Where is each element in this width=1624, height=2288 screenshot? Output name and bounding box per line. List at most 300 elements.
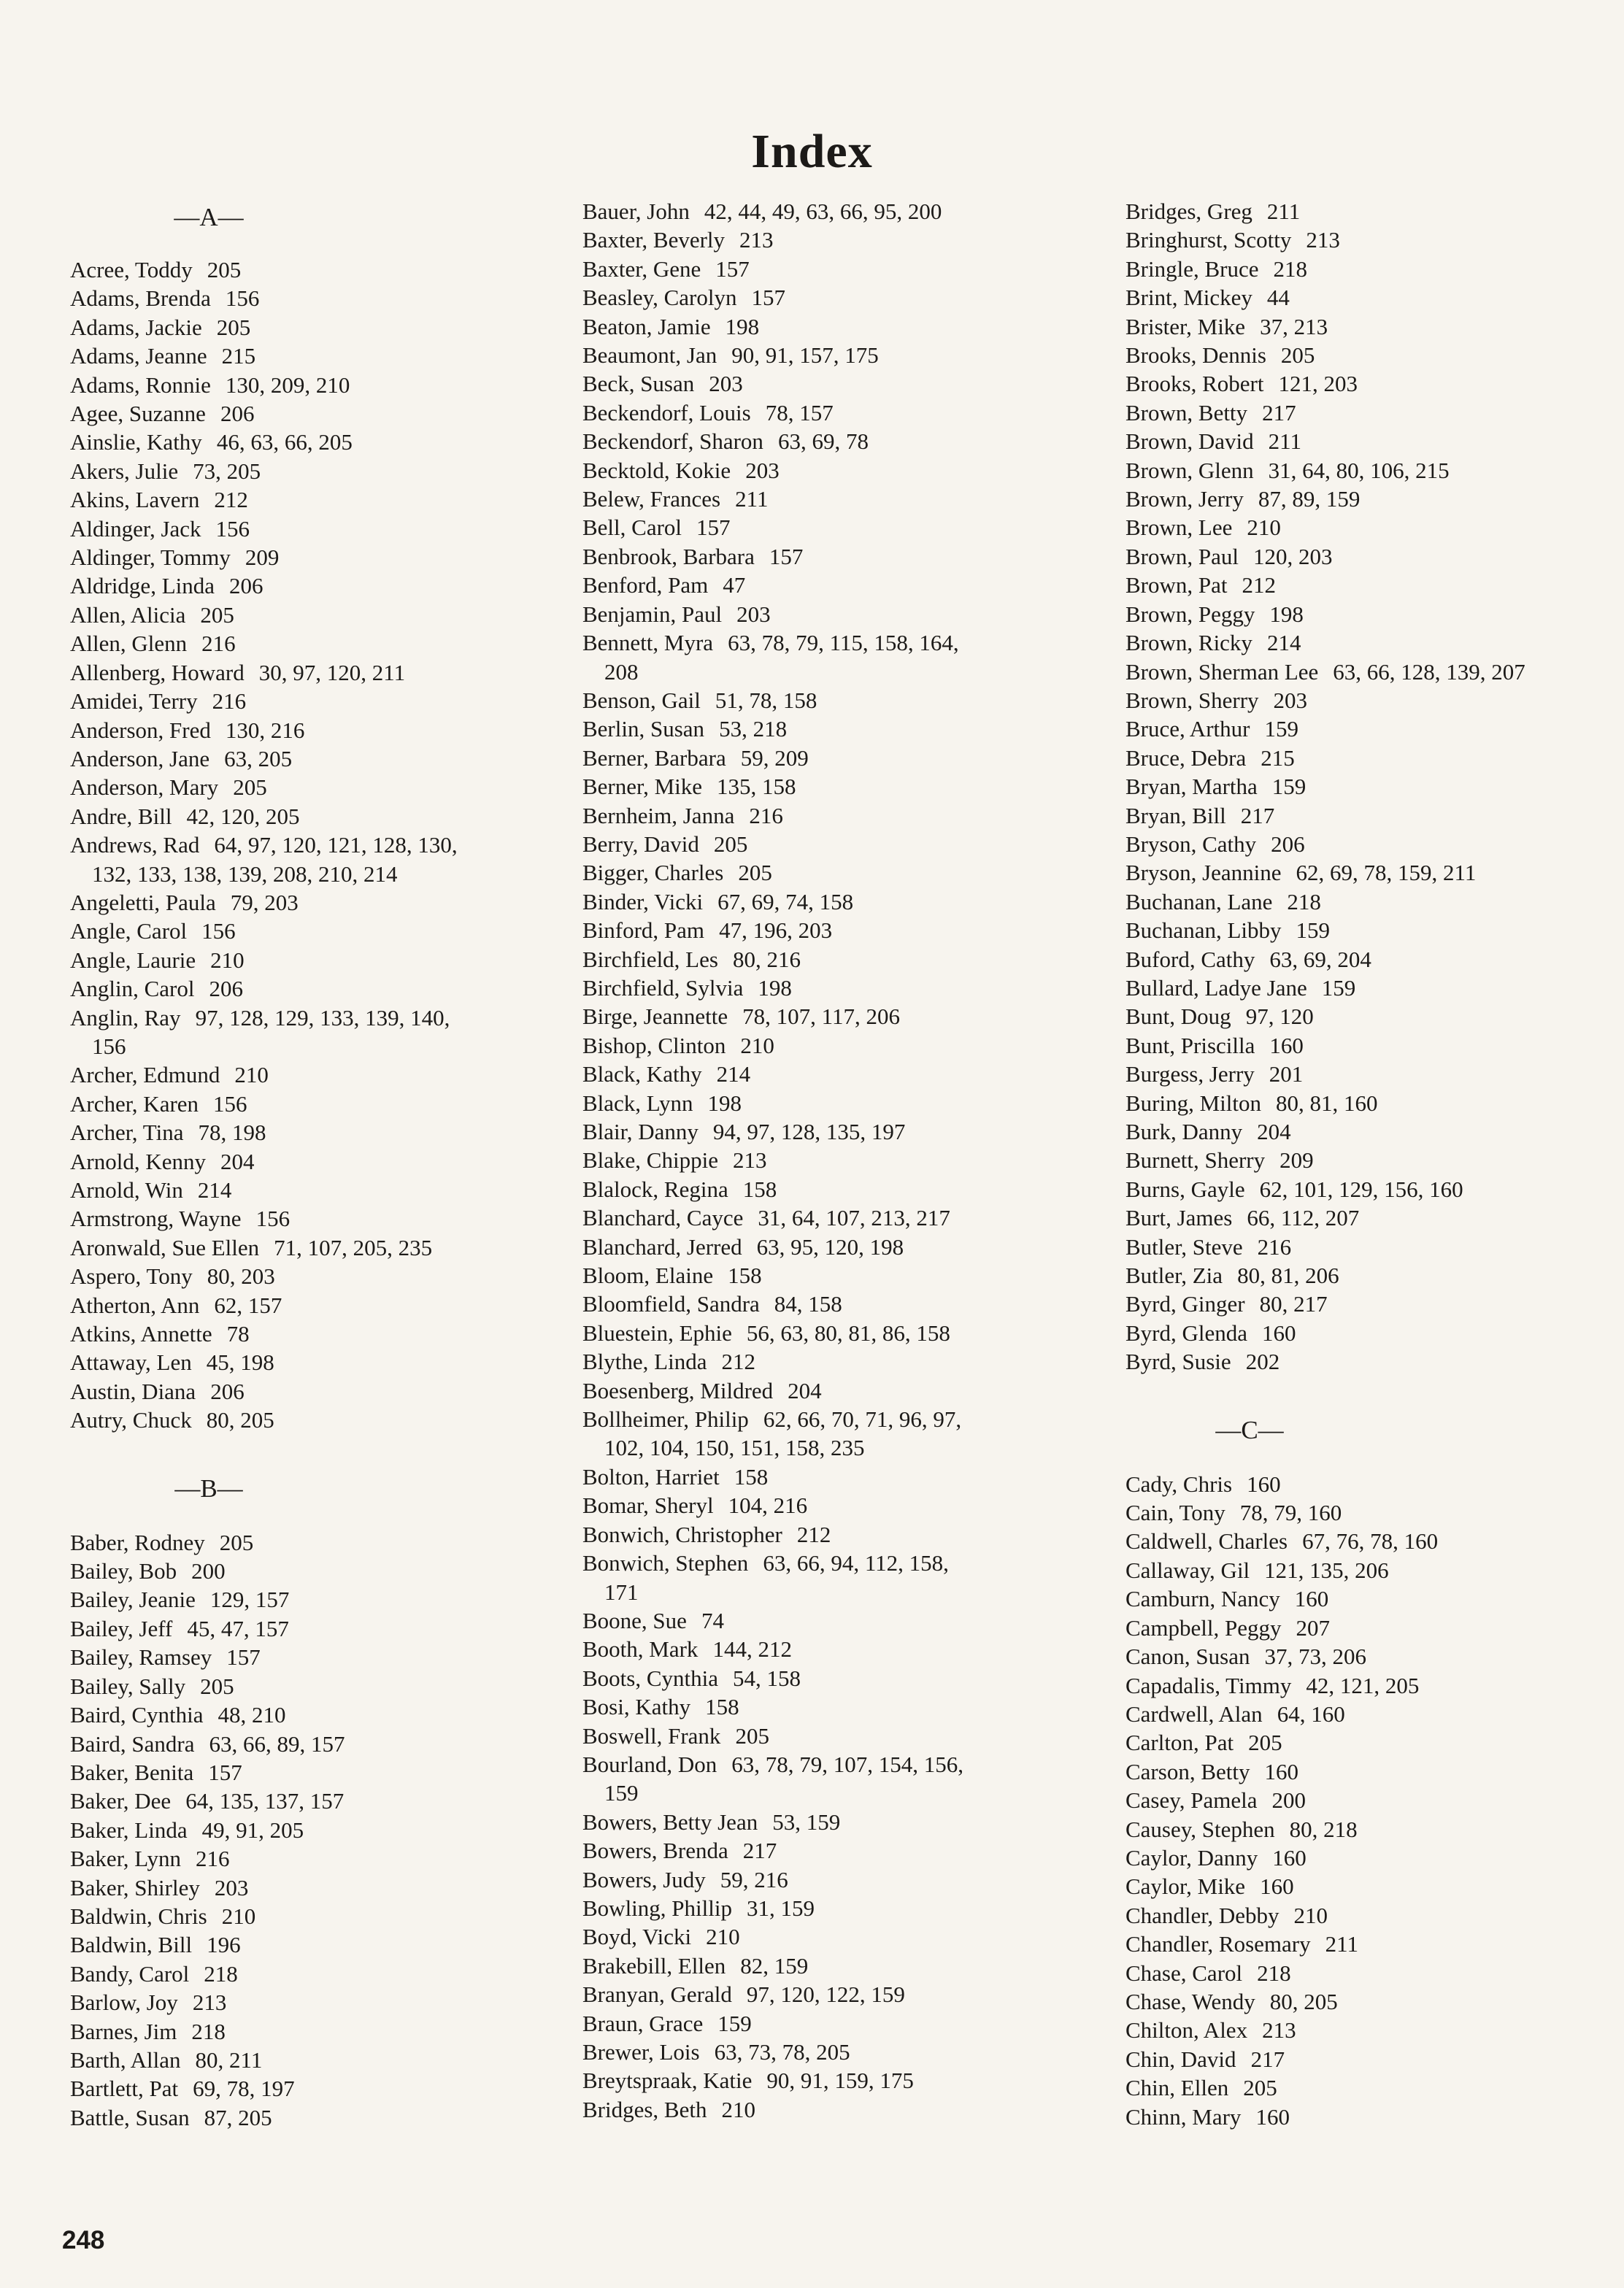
entry-pages: 218 <box>1273 255 1308 282</box>
index-entry <box>70 1557 537 1585</box>
index-entry <box>1125 1930 1622 1958</box>
entry-name: Attaway, Len <box>70 1349 192 1376</box>
entry-name: Adams, Ronnie <box>70 371 211 398</box>
index-entry <box>70 284 537 312</box>
entry-name: Baird, Sandra <box>70 1730 195 1757</box>
entry-pages: 80, 211 <box>195 2046 263 2073</box>
entry-pages: 211 <box>1266 199 1301 224</box>
entry-name: Buring, Milton <box>1125 1090 1262 1116</box>
entry-name: Burt, James <box>1125 1205 1233 1231</box>
entry-name: Bunt, Doug <box>1125 1004 1231 1030</box>
entry-name: Casey, Pamela <box>1125 1787 1258 1814</box>
index-entry <box>1125 398 1622 427</box>
entry-name: Baldwin, Chris <box>70 1903 207 1929</box>
index-entry <box>582 1606 1093 1635</box>
entry-name: Bailey, Jeanie <box>70 1587 196 1613</box>
index-entry <box>582 369 1093 398</box>
entry-name: Breytspraak, Katie <box>582 2068 753 2094</box>
entry-name: Brown, Jerry <box>1125 486 1244 512</box>
entry-name: Allen, Alicia <box>70 601 186 628</box>
entry-pages: 216 <box>201 631 236 657</box>
entry-pages: 42, 120, 205 <box>186 803 300 829</box>
index-entry <box>582 1203 1093 1232</box>
index-entry <box>1125 1728 1622 1757</box>
entry-name: Adams, Brenda <box>70 285 211 312</box>
entry-name: Braun, Grace <box>582 2010 704 2036</box>
entry-name: Bullard, Ladye Jane <box>1125 974 1307 1001</box>
entry-pages: 121, 203 <box>1278 371 1358 397</box>
entry-name: Chase, Wendy <box>1125 1988 1255 2014</box>
entry-pages: 94, 97, 128, 135, 197 <box>712 1119 906 1144</box>
index-entry <box>70 1614 537 1643</box>
entry-name: Buchanan, Libby <box>1125 917 1282 944</box>
entry-pages: 157 <box>715 255 750 282</box>
entry-pages: 203 <box>736 601 771 627</box>
entry-name: Aspero, Tony <box>70 1263 193 1290</box>
entry-name: Bennett, Myra <box>582 630 714 656</box>
index-entry <box>582 1376 1093 1405</box>
index-entry <box>582 1750 1093 1779</box>
entry-pages: 160 <box>1269 1032 1304 1058</box>
index-entry <box>582 945 1093 974</box>
entry-pages: 210 <box>221 1903 256 1929</box>
entry-name: Chin, David <box>1125 2046 1236 2072</box>
index-entry <box>1125 1527 1622 1555</box>
index-entry <box>70 428 537 456</box>
entry-name: Boswell, Frank <box>582 1722 721 1749</box>
entry-pages: 120, 203 <box>1253 543 1333 569</box>
index-entry <box>70 946 537 974</box>
entry-pages: 202 <box>1245 1349 1280 1375</box>
index-entry <box>70 629 537 658</box>
index-entry <box>1125 197 1622 226</box>
entry-pages: 62, 69, 78, 159, 211 <box>1296 860 1477 886</box>
index-entry <box>1125 226 1622 254</box>
entry-pages: 64, 160 <box>1277 1700 1345 1727</box>
entry-pages: 78, 198 <box>198 1120 266 1146</box>
entry-pages: 78, 107, 117, 206 <box>742 1004 900 1030</box>
entry-pages: 63, 66, 89, 157 <box>209 1730 345 1757</box>
entry-name: Brown, Pat <box>1125 572 1228 598</box>
index-entry <box>582 600 1093 628</box>
entry-pages: 212 <box>214 487 248 513</box>
entry-name: Carson, Betty <box>1125 1758 1250 1784</box>
entry-pages: 206 <box>209 976 243 1002</box>
index-entry <box>1125 1319 1622 1347</box>
entry-name: Binford, Pam <box>582 917 705 944</box>
index-entry <box>582 887 1093 916</box>
entry-pages: 71, 107, 205, 235 <box>274 1234 433 1260</box>
index-entry <box>582 398 1093 427</box>
index-entry <box>582 1894 1093 1922</box>
entry-pages: 30, 97, 120, 211 <box>258 659 406 685</box>
index-entry <box>582 1146 1093 1174</box>
entry-pages: 158 <box>705 1694 739 1720</box>
entry-name: Bruce, Debra <box>1125 744 1247 771</box>
index-entry <box>1125 1786 1622 1814</box>
entry-pages: 210 <box>210 947 245 973</box>
entry-pages: 62, 101, 129, 156, 160 <box>1259 1176 1463 1202</box>
index-entry-continuation: 156 <box>92 1033 126 1059</box>
index-entry <box>582 1722 1093 1750</box>
index-entry <box>582 1175 1093 1203</box>
entry-name: Brint, Mickey <box>1125 285 1252 311</box>
entry-name: Butler, Zia <box>1125 1263 1223 1289</box>
index-entry <box>1125 571 1622 599</box>
entry-pages: 205 <box>200 601 234 628</box>
entry-pages: 78 <box>226 1321 250 1347</box>
index-entry <box>70 313 537 342</box>
index-entry <box>1125 1642 1622 1671</box>
entry-name: Brister, Mike <box>1125 313 1246 339</box>
entry-name: Burk, Danny <box>1125 1119 1243 1144</box>
entry-name: Caylor, Mike <box>1125 1873 1246 1900</box>
entry-pages: 64, 135, 137, 157 <box>185 1788 345 1814</box>
entry-pages: 205 <box>1280 342 1315 369</box>
entry-pages: 129, 157 <box>209 1587 290 1613</box>
entry-pages: 205 <box>216 314 251 340</box>
index-entry <box>1125 255 1622 283</box>
entry-name: Archer, Edmund <box>70 1062 220 1088</box>
entry-pages: 217 <box>1240 802 1275 828</box>
entry-pages: 59, 216 <box>720 1866 788 1892</box>
entry-name: Causey, Stephen <box>1125 1816 1275 1842</box>
entry-name: Berner, Mike <box>582 774 703 800</box>
entry-pages: 198 <box>707 1090 742 1116</box>
entry-pages: 206 <box>1271 831 1305 857</box>
index-entry <box>582 2095 1093 2124</box>
entry-name: Blair, Danny <box>582 1119 699 1144</box>
entry-name: Callaway, Gil <box>1125 1557 1250 1583</box>
entry-name: Allenberg, Howard <box>70 659 245 685</box>
entry-name: Brown, David <box>1125 428 1254 455</box>
entry-pages: 198 <box>725 313 760 339</box>
index-entry <box>70 687 537 715</box>
entry-pages: 48, 210 <box>218 1702 286 1728</box>
index-entry <box>1125 1901 1622 1930</box>
entry-name: Bigger, Charles <box>582 860 724 886</box>
entry-pages: 217 <box>1262 399 1296 425</box>
entry-name: Aldinger, Jack <box>70 515 201 542</box>
index-entry <box>1125 1002 1622 1031</box>
entry-name: Bloomfield, Sandra <box>582 1291 760 1317</box>
entry-pages: 67, 76, 78, 160 <box>1302 1528 1439 1555</box>
entry-name: Brown, Ricky <box>1125 630 1252 656</box>
entry-pages: 216 <box>196 1846 230 1872</box>
entry-name: Beasley, Carolyn <box>582 285 737 311</box>
entry-pages: 37, 213 <box>1260 313 1328 339</box>
entry-pages: 205 <box>200 1673 234 1699</box>
entry-name: Berlin, Susan <box>582 716 705 742</box>
index-entry-continuation: 132, 133, 138, 139, 208, 210, 214 <box>92 860 398 887</box>
entry-name: Booth, Mark <box>582 1636 699 1663</box>
entry-name: Blanchard, Cayce <box>582 1205 744 1231</box>
entry-pages: 63, 73, 78, 205 <box>714 2039 850 2065</box>
section-letter-heading: —C— <box>1215 1415 1284 1444</box>
entry-name: Bridges, Beth <box>582 2096 707 2122</box>
index-entry <box>1125 369 1622 398</box>
entry-pages: 213 <box>732 1147 767 1174</box>
index-entry <box>582 858 1093 887</box>
index-entry <box>70 1406 537 1434</box>
index-entry <box>1125 830 1622 858</box>
entry-pages: 203 <box>709 371 743 397</box>
entry-pages: 205 <box>738 860 772 886</box>
entry-pages: 214 <box>716 1061 751 1087</box>
entry-name: Brewer, Lois <box>582 2039 700 2065</box>
section-letter-heading: —A— <box>174 203 244 231</box>
entry-pages: 42, 121, 205 <box>1306 1672 1420 1698</box>
entry-name: Bailey, Sally <box>70 1673 186 1699</box>
entry-pages: 159 <box>1321 974 1356 1001</box>
entry-name: Barlow, Joy <box>70 1990 178 2016</box>
entry-name: Baker, Dee <box>70 1788 172 1814</box>
index-entry <box>582 1808 1093 1836</box>
entry-pages: 82, 159 <box>740 1952 809 1979</box>
index-entry <box>582 628 1093 657</box>
index-entry <box>70 744 537 773</box>
entry-name: Bringle, Bruce <box>1125 255 1259 282</box>
index-entry <box>70 1758 537 1787</box>
entry-name: Capadalis, Timmy <box>1125 1672 1292 1698</box>
entry-pages: 156 <box>255 1206 290 1232</box>
entry-name: Akins, Lavern <box>70 487 200 513</box>
entry-name: Cardwell, Alan <box>1125 1700 1263 1727</box>
entry-pages: 160 <box>1262 1320 1296 1346</box>
entry-name: Acree, Toddy <box>70 257 193 282</box>
entry-name: Chinn, Mary <box>1125 2103 1242 2130</box>
entry-pages: 157 <box>226 1644 261 1671</box>
entry-pages: 156 <box>215 515 250 542</box>
entry-pages: 205 <box>219 1529 254 1555</box>
entry-pages: 156 <box>213 1090 247 1117</box>
entry-name: Brooks, Dennis <box>1125 342 1266 369</box>
index-entry <box>582 1261 1093 1290</box>
index-entry <box>582 1233 1093 1261</box>
entry-name: Benbrook, Barbara <box>582 543 755 569</box>
entry-pages: 205 <box>207 257 242 282</box>
index-entry <box>70 1320 537 1348</box>
index-entry <box>1125 744 1622 772</box>
entry-name: Beckendorf, Sharon <box>582 428 763 455</box>
index-entry <box>70 1930 537 1959</box>
index-entry <box>582 1089 1093 1117</box>
index-entry <box>1125 1872 1622 1900</box>
index-entry <box>1125 1671 1622 1700</box>
entry-pages: 156 <box>225 285 260 312</box>
index-entry <box>1125 1146 1622 1174</box>
index-column-1 <box>70 197 537 2132</box>
index-entry <box>70 1291 537 1320</box>
entry-name: Baker, Shirley <box>70 1874 200 1900</box>
entry-pages: 31, 64, 80, 106, 215 <box>1268 457 1450 483</box>
index-entry <box>70 1528 537 1557</box>
entry-name: Brown, Sherry <box>1125 687 1259 713</box>
index-entry <box>70 1348 537 1376</box>
index-entry <box>582 686 1093 714</box>
entry-name: Baldwin, Bill <box>70 1932 193 1958</box>
index-entry <box>1125 2103 1622 2131</box>
entry-pages: 87, 205 <box>204 2104 272 2130</box>
entry-name: Battle, Susan <box>70 2104 190 2130</box>
entry-pages: 156 <box>201 918 236 944</box>
entry-name: Barth, Allan <box>70 2046 181 2073</box>
entry-name: Chin, Ellen <box>1125 2075 1229 2101</box>
entry-pages: 37, 73, 206 <box>1264 1644 1366 1670</box>
index-entry <box>1125 513 1622 542</box>
index-entry <box>70 371 537 399</box>
entry-name: Ainslie, Kathy <box>70 429 202 455</box>
entry-pages: 205 <box>233 774 267 801</box>
index-entry <box>1125 714 1622 743</box>
entry-name: Bollheimer, Philip <box>582 1406 749 1433</box>
entry-pages: 216 <box>1257 1233 1292 1260</box>
entry-pages: 90, 91, 159, 175 <box>766 2068 914 2094</box>
entry-pages: 80, 81, 160 <box>1276 1090 1378 1116</box>
entry-pages: 104, 216 <box>728 1492 808 1519</box>
entry-pages: 215 <box>221 343 256 369</box>
entry-pages: 158 <box>742 1176 777 1202</box>
index-entry <box>1125 945 1622 974</box>
index-entry <box>582 197 1093 226</box>
entry-pages: 53, 218 <box>719 716 788 742</box>
entry-pages: 64, 97, 120, 121, 128, 130, <box>214 832 458 858</box>
entry-name: Autry, Chuck <box>70 1407 192 1433</box>
entry-pages: 203 <box>745 457 780 483</box>
entry-pages: 196 <box>207 1932 241 1958</box>
index-entry <box>1125 658 1622 686</box>
index-entry <box>70 1730 537 1758</box>
index-entry <box>1125 2045 1622 2073</box>
index-entry <box>582 1117 1093 1146</box>
entry-name: Benjamin, Paul <box>582 601 723 627</box>
entry-name: Bowers, Brenda <box>582 1838 728 1864</box>
index-entry <box>582 312 1093 341</box>
index-entry <box>70 773 537 801</box>
index-entry <box>582 485 1093 513</box>
entry-pages: 62, 66, 70, 71, 96, 97, <box>763 1406 962 1433</box>
index-entry <box>582 916 1093 944</box>
index-entry <box>1125 341 1622 369</box>
entry-pages: 80, 217 <box>1259 1291 1328 1317</box>
entry-name: Burgess, Jerry <box>1125 1061 1255 1087</box>
index-entry <box>70 1902 537 1930</box>
index-entry <box>70 1873 537 1902</box>
index-entry <box>70 515 537 543</box>
index-entry <box>582 714 1093 743</box>
index-entry <box>70 802 537 831</box>
index-entry <box>70 1700 537 1729</box>
index-entry <box>70 658 537 687</box>
entry-pages: 49, 91, 205 <box>201 1817 304 1843</box>
entry-pages: 80, 216 <box>732 946 801 972</box>
index-entry <box>1125 2073 1622 2102</box>
index-entry <box>582 1980 1093 2008</box>
index-entry <box>582 1031 1093 1060</box>
entry-name: Bailey, Ramsey <box>70 1644 212 1671</box>
index-entry <box>1125 312 1622 341</box>
index-entry <box>582 1463 1093 1491</box>
entry-name: Anglin, Carol <box>70 976 195 1002</box>
entry-name: Berner, Barbara <box>582 744 726 771</box>
entry-pages: 211 <box>735 486 769 512</box>
entry-name: Boesenberg, Mildred <box>582 1377 774 1403</box>
entry-pages: 200 <box>1271 1787 1306 1814</box>
index-entry <box>582 226 1093 254</box>
entry-name: Beaumont, Jan <box>582 342 717 369</box>
entry-pages: 51, 78, 158 <box>715 687 817 713</box>
entry-name: Amidei, Terry <box>70 688 198 714</box>
index-entry <box>1125 686 1622 714</box>
entry-pages: 69, 78, 197 <box>193 2076 295 2102</box>
index-entry <box>70 571 537 600</box>
entry-pages: 159 <box>717 2010 752 2036</box>
index-entry-continuation: 171 <box>604 1579 639 1605</box>
entry-name: Brown, Lee <box>1125 515 1233 541</box>
index-entry <box>70 974 537 1003</box>
entry-pages: 160 <box>1264 1758 1298 1784</box>
entry-name: Boyd, Vicki <box>582 1924 692 1950</box>
index-entry <box>1125 772 1622 801</box>
index-entry <box>582 571 1093 599</box>
entry-pages: 59, 209 <box>740 744 809 771</box>
entry-pages: 159 <box>1264 716 1298 742</box>
index-entry-continuation: 208 <box>604 658 639 685</box>
index-entry <box>1125 1347 1622 1376</box>
entry-name: Byrd, Glenda <box>1125 1320 1248 1346</box>
page-title: Index <box>751 125 873 178</box>
entry-name: Baber, Rodney <box>70 1529 205 1555</box>
entry-pages: 135, 158 <box>717 774 796 800</box>
entry-name: Chandler, Debby <box>1125 1902 1279 1928</box>
entry-name: Adams, Jeanne <box>70 343 207 369</box>
entry-name: Brooks, Robert <box>1125 371 1264 397</box>
entry-pages: 158 <box>728 1263 762 1289</box>
entry-pages: 198 <box>1269 601 1304 627</box>
index-column-2 <box>582 197 1093 2124</box>
entry-name: Bunt, Priscilla <box>1125 1032 1255 1058</box>
section-letter-heading: —B— <box>174 1474 243 1503</box>
entry-pages: 31, 159 <box>746 1895 815 1921</box>
entry-name: Bringhurst, Scotty <box>1125 227 1292 253</box>
entry-name: Boone, Sue <box>582 1607 687 1633</box>
entry-pages: 215 <box>1261 744 1295 771</box>
index-entry <box>1125 1117 1622 1146</box>
entry-pages: 84, 158 <box>774 1291 842 1317</box>
entry-pages: 210 <box>1247 515 1281 541</box>
entry-pages: 157 <box>769 543 804 569</box>
entry-name: Baker, Benita <box>70 1759 194 1785</box>
entry-name: Andrews, Rad <box>70 832 200 858</box>
entry-pages: 46, 63, 66, 205 <box>216 429 353 455</box>
index-entry <box>1125 1498 1622 1527</box>
entry-name: Andre, Bill <box>70 803 172 829</box>
entry-name: Allen, Glenn <box>70 631 188 657</box>
index-entry <box>1125 628 1622 657</box>
entry-name: Carlton, Pat <box>1125 1730 1234 1756</box>
entry-name: Cady, Chris <box>1125 1471 1233 1497</box>
index-entry <box>1125 485 1622 513</box>
entry-name: Blanchard, Jerred <box>582 1233 742 1260</box>
entry-name: Bauer, John <box>582 199 690 224</box>
entry-name: Birge, Jeannette <box>582 1004 728 1030</box>
index-entry <box>582 1347 1093 1376</box>
index-entry <box>582 801 1093 830</box>
index-entry <box>70 831 537 859</box>
entry-name: Bandy, Carol <box>70 1960 190 1987</box>
entry-name: Bonwich, Stephen <box>582 1550 749 1576</box>
entry-name: Baxter, Gene <box>582 255 701 282</box>
